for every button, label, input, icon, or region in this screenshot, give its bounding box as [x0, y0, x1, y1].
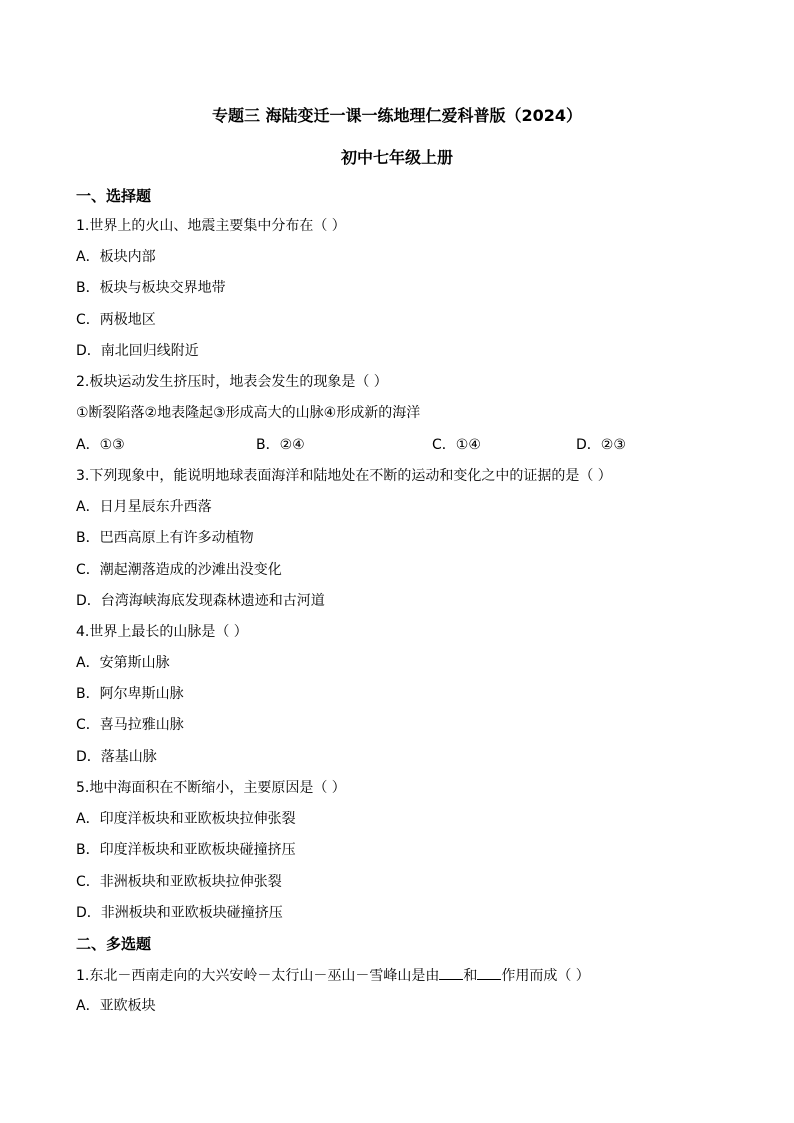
question-5-option-c: C．非洲板块和亚欧板块拉伸张裂 — [76, 874, 282, 890]
question-4-option-c: C．喜马拉雅山脉 — [76, 717, 184, 733]
document-title: 专题三 海陆变迁一课一练地理仁爱科普版（2024） — [211, 106, 583, 125]
multi-question-1-stem — [76, 965, 590, 986]
question-2-option-a: A．①③ — [76, 437, 125, 453]
question-1-option-a: A．板块内部 — [76, 249, 156, 265]
answer-blank — [439, 965, 463, 980]
question-4-stem: 4.世界上最长的山脉是（ ） — [76, 624, 248, 640]
answer-blank — [477, 965, 501, 980]
question-4-option-a: A．安第斯山脉 — [76, 655, 170, 671]
question-1-option-c: C．两极地区 — [76, 312, 156, 328]
question-2-option-b: B．②④ — [256, 437, 305, 453]
question-3-option-c: C．潮起潮落造成的沙滩出没变化 — [76, 562, 282, 578]
question-5-option-a: A．印度洋板块和亚欧板块拉伸张裂 — [76, 811, 296, 827]
question-2-items: ①断裂陷落②地表隆起③形成高大的山脉④形成新的海洋 — [76, 405, 421, 421]
question-1-stem: 1.世界上的火山、地震主要集中分布在（ ） — [76, 218, 346, 234]
question-3-option-b: B．巴西高原上有许多动植物 — [76, 530, 254, 546]
multi-question-1-stem-part2: 和 — [463, 968, 478, 984]
question-5-stem: 5.地中海面积在不断缩小，主要原因是（ ） — [76, 780, 346, 796]
question-3-stem: 3.下列现象中，能说明地球表面海洋和陆地处在不断的运动和变化之中的证据的是（ ） — [76, 468, 612, 484]
question-2-options-row — [76, 435, 676, 455]
question-1-option-b: B．板块与板块交界地带 — [76, 280, 226, 296]
section-heading-single-choice: 一、选择题 — [76, 187, 152, 205]
question-2-option-c: C．①④ — [432, 437, 481, 453]
document-subtitle: 初中七年级上册 — [340, 148, 453, 167]
question-4-option-d: D．落基山脉 — [76, 749, 157, 765]
question-1-option-d: D．南北回归线附近 — [76, 343, 199, 359]
multi-question-1-option-a: A．亚欧板块 — [76, 998, 156, 1014]
question-3-option-a: A．日月星辰东升西落 — [76, 499, 212, 515]
multi-question-1-stem-part1: 1.东北－西南走向的大兴安岭－太行山－巫山－雪峰山是由 — [76, 968, 440, 984]
question-2-stem: 2.板块运动发生挤压时，地表会发生的现象是（ ） — [76, 374, 388, 390]
question-5-option-b: B．印度洋板块和亚欧板块碰撞挤压 — [76, 842, 296, 858]
question-2-option-d: D．②③ — [576, 437, 626, 453]
multi-question-1-stem-part3: 作用而成（ ） — [501, 968, 590, 984]
question-4-option-b: B．阿尔卑斯山脉 — [76, 686, 184, 702]
question-5-option-d: D．非洲板块和亚欧板块碰撞挤压 — [76, 905, 283, 921]
section-heading-multiple-choice: 二、多选题 — [76, 935, 152, 953]
question-3-option-d: D．台湾海峡海底发现森林遗迹和古河道 — [76, 593, 325, 609]
